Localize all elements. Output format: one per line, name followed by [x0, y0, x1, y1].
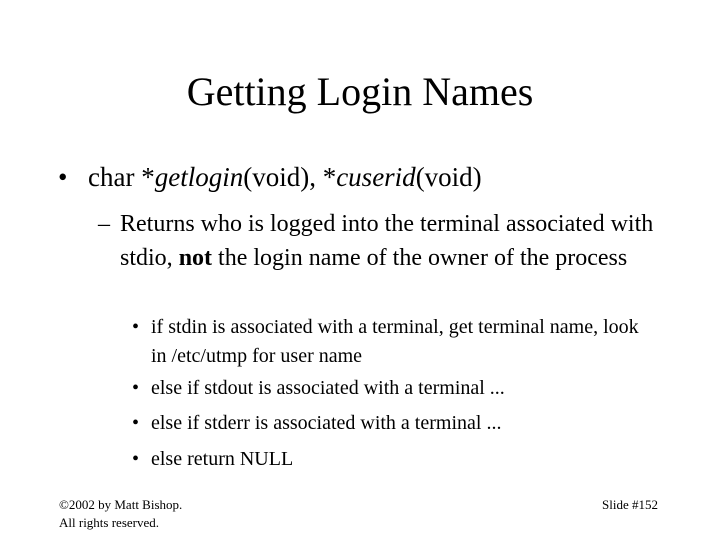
footer-rights: All rights reserved. [59, 515, 160, 530]
dash-icon: – [98, 211, 110, 237]
slide-number: Slide #152 [602, 497, 658, 512]
bullet-dot-icon: • [132, 412, 140, 434]
detail-text: else if stdout is associated with a terminal ... [151, 377, 505, 399]
detail-item [132, 445, 652, 474]
point-prefix: char * [88, 162, 155, 192]
detail-text: else if stderr is associated with a terminal ... [151, 412, 502, 434]
footer-copyright-block [59, 496, 182, 532]
sub-point [98, 207, 678, 275]
bullet-dot-icon: • [132, 377, 140, 399]
bullet-dot-icon: • [58, 162, 68, 192]
func-cuserid: cuserid [336, 162, 416, 192]
bullet-dot-icon: • [132, 448, 140, 470]
point-suffix: (void) [415, 162, 482, 192]
detail-text: if stdin is associated with a terminal, get terminal name, look in /etc/utmp for user name [151, 316, 639, 367]
detail-item [132, 313, 652, 371]
bullet-dot-icon: • [132, 316, 140, 338]
slide-title: Getting Login Names [186, 69, 534, 114]
sub-point-before: Returns who is logged into the terminal associated with stdio, [120, 211, 654, 271]
detail-text: else return NULL [151, 448, 294, 470]
footer-copyright: ©2002 by Matt Bishop. [59, 497, 183, 512]
point-middle: (void), * [243, 162, 337, 192]
sub-point-emphasis: not [178, 245, 213, 271]
bullet-text [88, 160, 482, 194]
sub-point-text [120, 207, 678, 275]
func-getlogin: getlogin [154, 162, 244, 192]
detail-item [132, 374, 652, 403]
detail-item [132, 409, 652, 438]
sub-point-after: the login name of the owner of the process [212, 245, 628, 271]
